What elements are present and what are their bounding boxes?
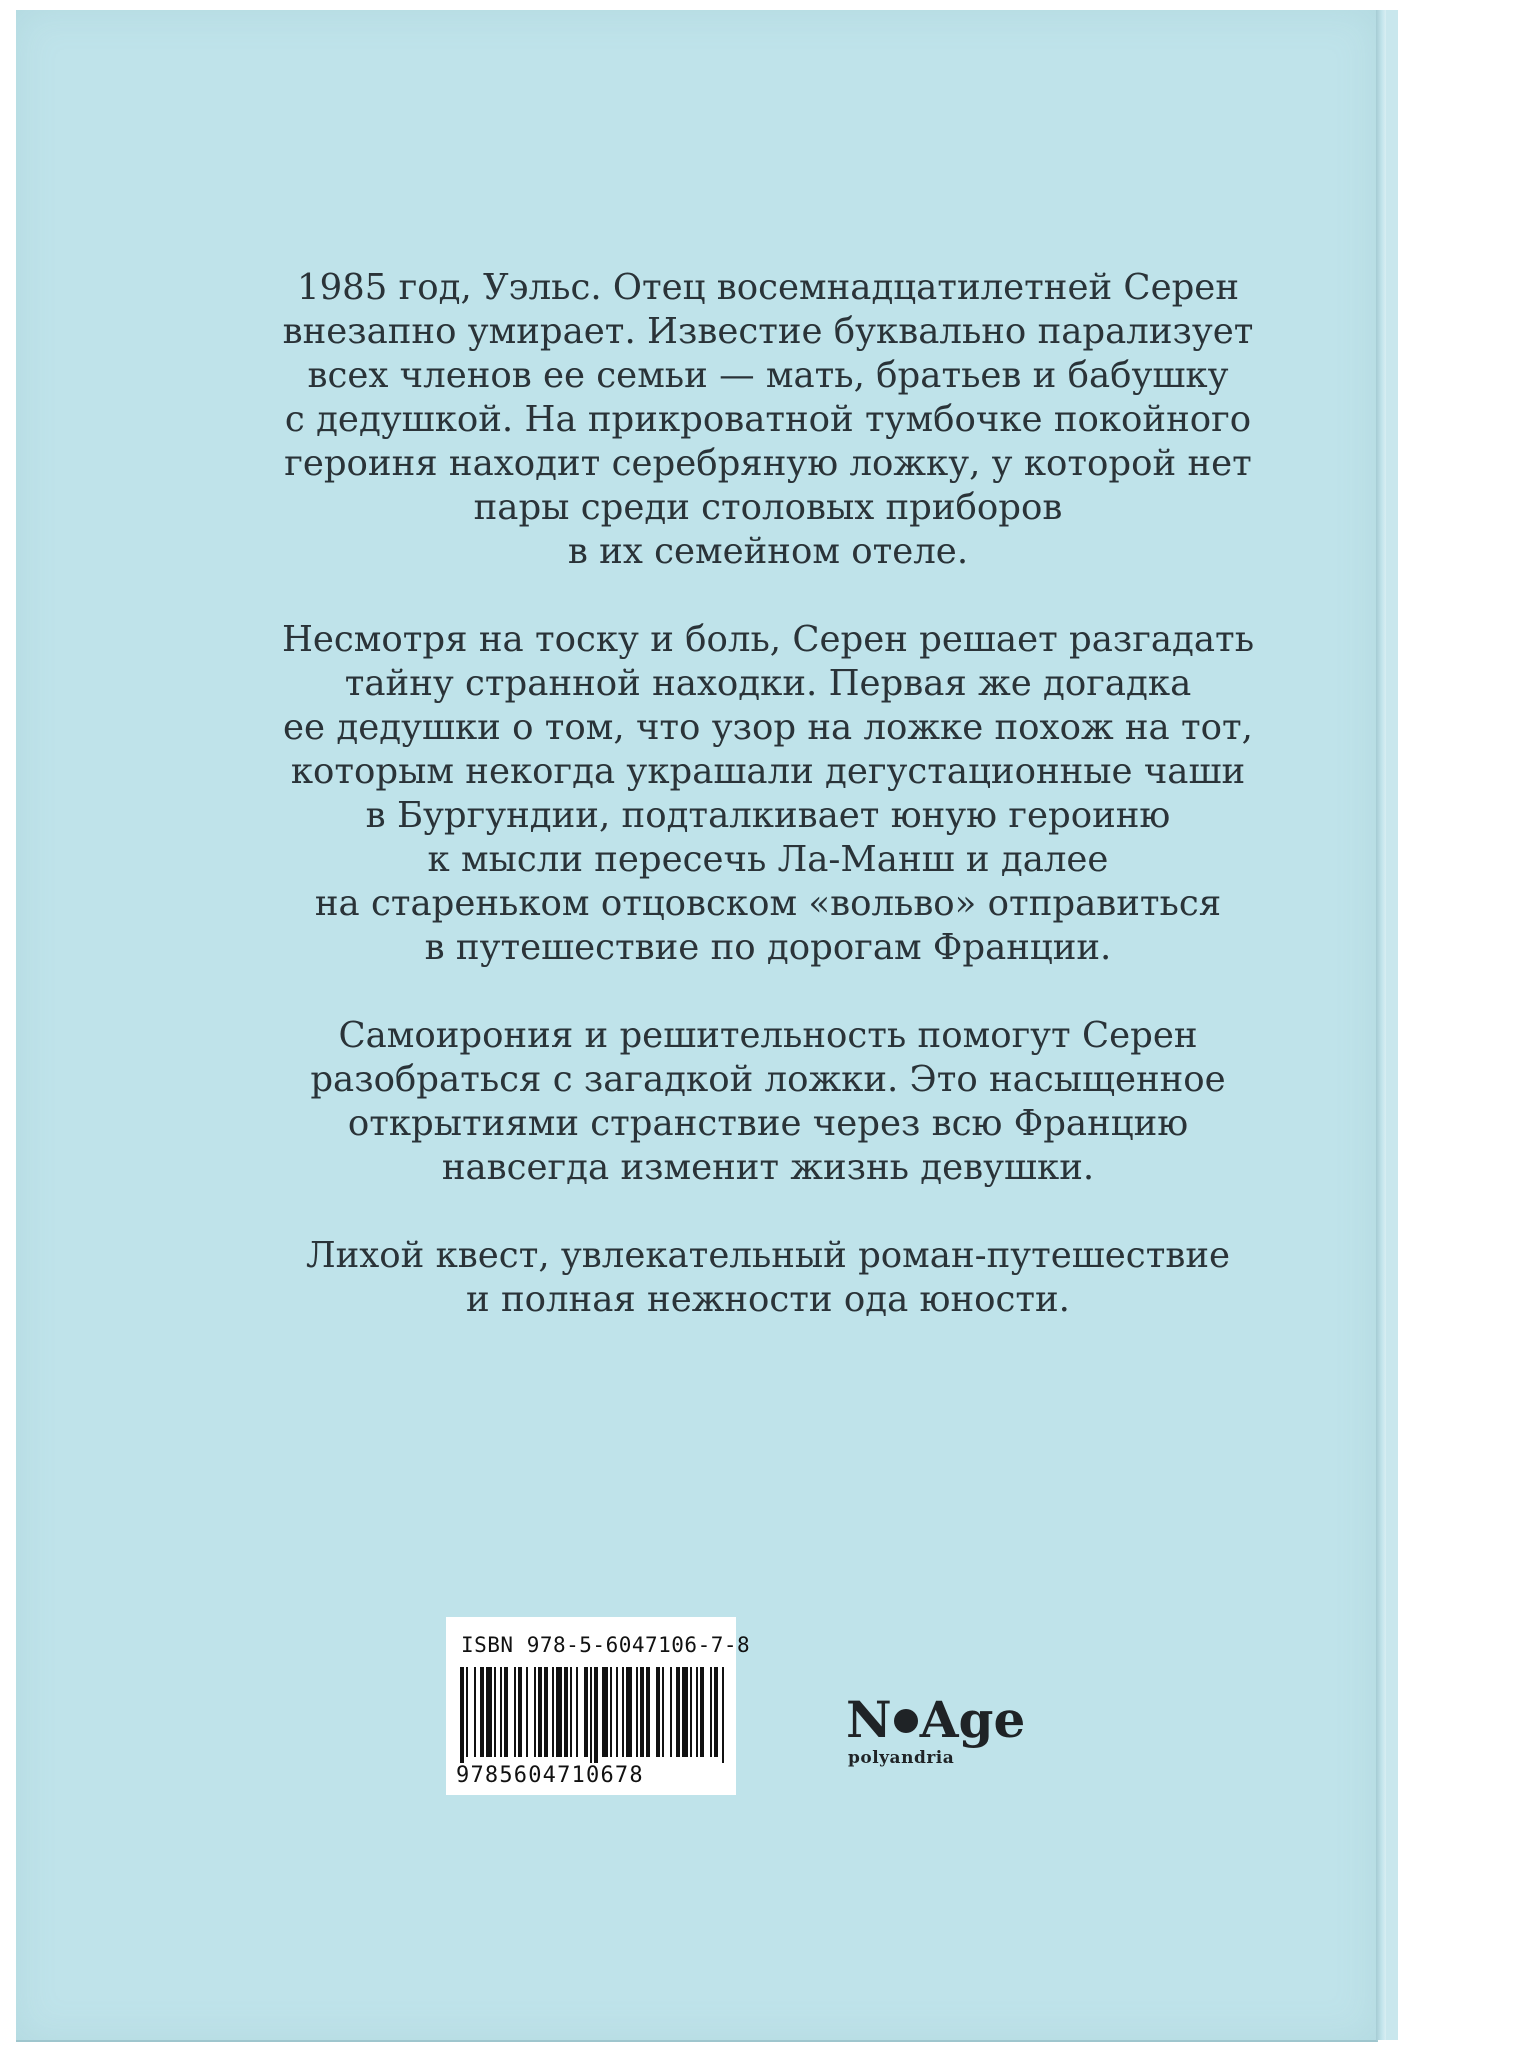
blurb-line: которым некогда украшали дегустационные чаши [290,751,1246,792]
barcode-bar [556,1667,562,1757]
blurb-line: на стареньком отцовском «вольво» отправиться [314,883,1222,924]
blurb-text [200,266,1336,1366]
blurb-line: в путешествие по дорогам Франции. [424,927,1112,968]
barcode-bar [622,1667,624,1757]
blurb-line: внезапно умирает. Известие буквально парализует [282,311,1254,352]
blurb-line: ее дедушки о том, что узор на ложке похож на тот, [283,707,1253,748]
blurb-line: тайну странной находки. Первая же догадка [344,663,1192,704]
barcode-bar [616,1667,618,1757]
blurb-line: открытиями странствие через всю Францию [347,1103,1189,1144]
blurb-line: пары среди столовых приборов [473,487,1063,528]
barcode-bar [494,1667,496,1757]
spine-edge [1386,10,1398,2040]
publisher-logo [846,1690,1066,1790]
barcode-bar [460,1667,464,1763]
barcode-bar [480,1667,484,1757]
blurb-line: в Бургундии, подталкивает юную героиню [365,795,1171,836]
barcode-bar [610,1667,612,1757]
blurb-line: Несмотря на тоску и боль, Серен решает разгадать [281,619,1255,660]
barcode-bar [590,1667,592,1763]
blurb-paragraph-1 [200,266,1336,574]
barcode-bar [636,1667,638,1757]
barcode-bar [576,1667,578,1757]
blurb-line: с дедушкой. На прикроватной тумбочке покойного [284,399,1252,440]
barcode-bar [564,1667,568,1757]
barcode-bar [584,1667,588,1757]
blurb-line: Лихой квест, увлекательный роман-путешествие [306,1235,1230,1276]
barcode-bar [626,1667,632,1757]
barcode-bar [570,1667,572,1757]
barcode-bar [682,1667,688,1757]
polyandria-imprint: polyandria [848,1748,955,1768]
blurb-line: и полная нежности ода юности. [466,1279,1070,1320]
blurb-line: 1985 год, Уэльс. Отец восемнадцатилетней Серен [297,267,1239,308]
barcode-bar [466,1667,468,1757]
isbn-barcode [446,1617,751,1795]
barcode-bar [710,1667,712,1757]
barcode-bar [690,1667,692,1757]
blurb-line: Самоирония и решительность помогут Серен [338,1015,1198,1056]
barcode-bar [602,1667,608,1757]
barcode-bar [486,1667,492,1757]
logo-dot-icon [894,1709,918,1733]
blurb-paragraph-2 [200,618,1336,970]
blurb-line: героиня находит серебряную ложку, у которой нет [284,443,1252,484]
barcode-bar [722,1667,724,1763]
blurb-paragraph-4 [200,1234,1336,1322]
barcode-bar [696,1667,698,1757]
barcode-bar [514,1667,516,1757]
barcode-bar [500,1667,502,1757]
barcode-bar [646,1667,650,1757]
barcode-bar [534,1667,536,1757]
barcode-bar [714,1667,718,1757]
isbn-label: ISBN 978-5-6047106-7-8 [461,1633,751,1657]
barcode-bar [594,1667,598,1763]
barcode-bar [640,1667,644,1757]
logo-word-age: Age [919,1690,1026,1749]
spine-groove [1376,10,1386,2040]
barcode-bar [544,1667,548,1757]
barcode-bar [662,1667,664,1757]
barcode-bar [518,1667,522,1757]
barcode-bar [676,1667,680,1757]
logo-letter-n: N [846,1690,892,1749]
barcode-bar [700,1667,704,1757]
barcode-digits: 9785604710678 [456,1763,644,1788]
noage-logo [846,1690,1025,1750]
blurb-line: разобраться с загадкой ложки. Это насыщенное [310,1059,1226,1100]
barcode-bar [538,1667,542,1757]
blurb-line: к мысли пересечь Ла-Манш и далее [427,839,1109,880]
blurb-line: всех членов ее семьи — мать, братьев и бабушку [307,355,1229,396]
barcode-bar [474,1667,476,1757]
blurb-line: навсегда изменит жизнь девушки. [441,1147,1095,1188]
blurb-paragraph-3 [200,1014,1336,1190]
blurb-line: в их семейном отеле. [567,531,969,572]
barcode-bar [504,1667,508,1757]
barcode-bar [552,1667,554,1757]
barcode-bar [526,1667,528,1757]
barcode-bar [670,1667,672,1757]
barcode-bar [656,1667,660,1757]
barcode-bars [456,1667,732,1763]
imprint-d-glyph: d [913,1748,927,1768]
